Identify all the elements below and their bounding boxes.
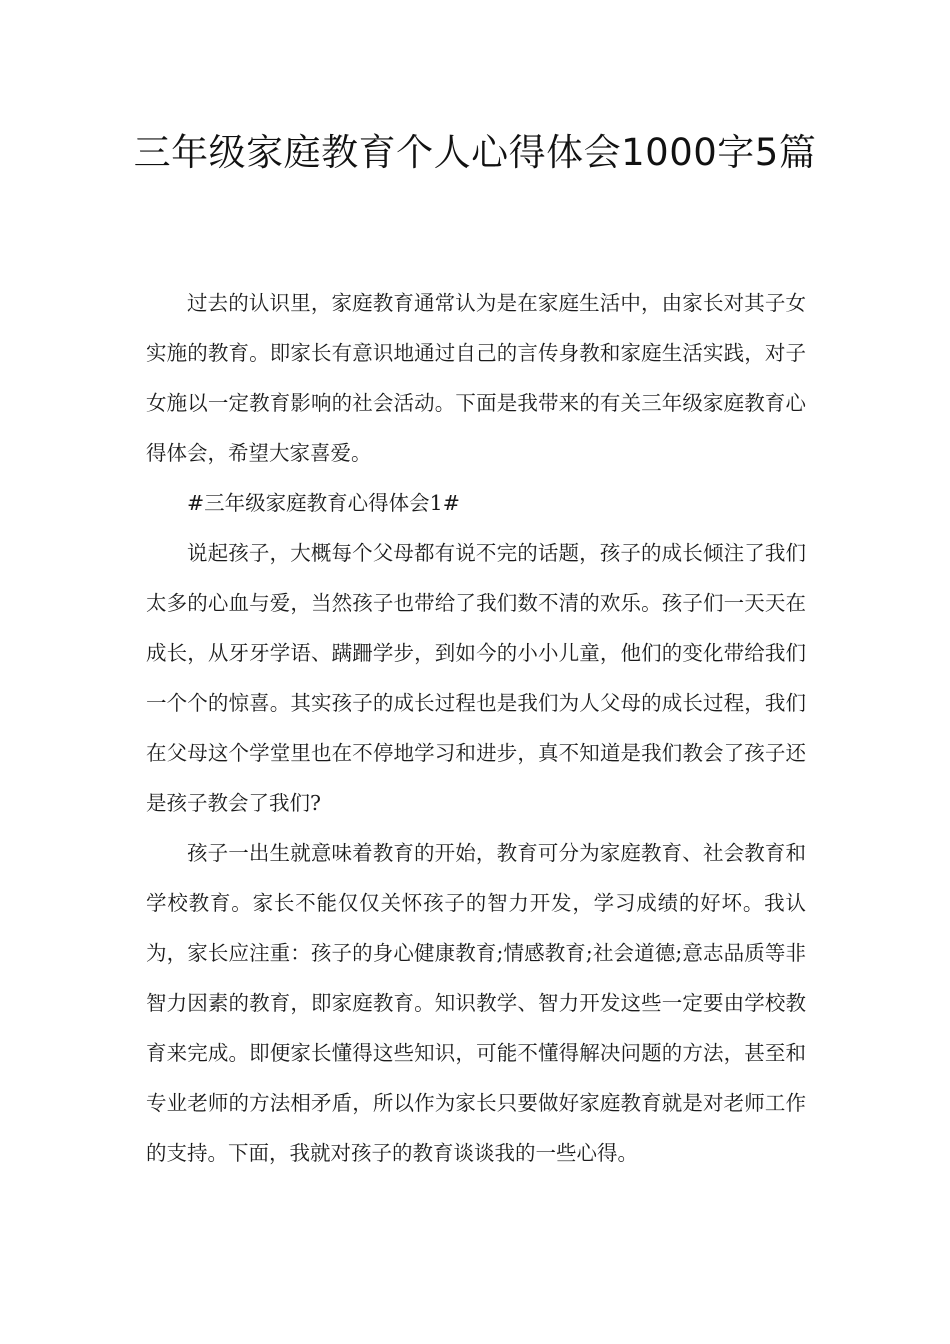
document-title: 三年级家庭教育个人心得体会1000字5篇 [133, 131, 817, 174]
document-body [146, 278, 806, 1178]
body-paragraph: 孩子一出生就意味着教育的开始，教育可分为家庭教育、社会教育和学校教育。家长不能仅仅关怀孩子的智力开发，学习成绩的好坏。我认为，家长应注重：孩子的身心健康教育;情感教育;社会道德;意志品质等非智力因素的教育，即家庭教育。知识教学、智力开发这些一定要由学校教育来完成。即便家长懂得这些知识，可能不懂得解决问题的方法，甚至和专业老师的方法相矛盾，所以作为家长只要做好家庭教育就是对老师工作的支持。下面，我就对孩子的教育谈谈我的一些心得。 [146, 841, 806, 1165]
section-heading: #三年级家庭教育心得体会1# [187, 491, 460, 515]
intro-paragraph: 过去的认识里，家庭教育通常认为是在家庭生活中，由家长对其子女实施的教育。即家长有意识地通过自己的言传身教和家庭生活实践，对子女施以一定教育影响的社会活动。下面是我带来的有关三年级家庭教育心得体会，希望大家喜爱。 [146, 291, 806, 465]
body-paragraph: 说起孩子，大概每个父母都有说不完的话题，孩子的成长倾注了我们太多的心血与爱，当然孩子也带给了我们数不清的欢乐。孩子们一天天在成长，从牙牙学语、蹒跚学步，到如今的小小儿童，他们的变化带给我们一个个的惊喜。其实孩子的成长过程也是我们为人父母的成长过程，我们在父母这个学堂里也在不停地学习和进步，真不知道是我们教会了孩子还是孩子教会了我们? [146, 541, 806, 815]
